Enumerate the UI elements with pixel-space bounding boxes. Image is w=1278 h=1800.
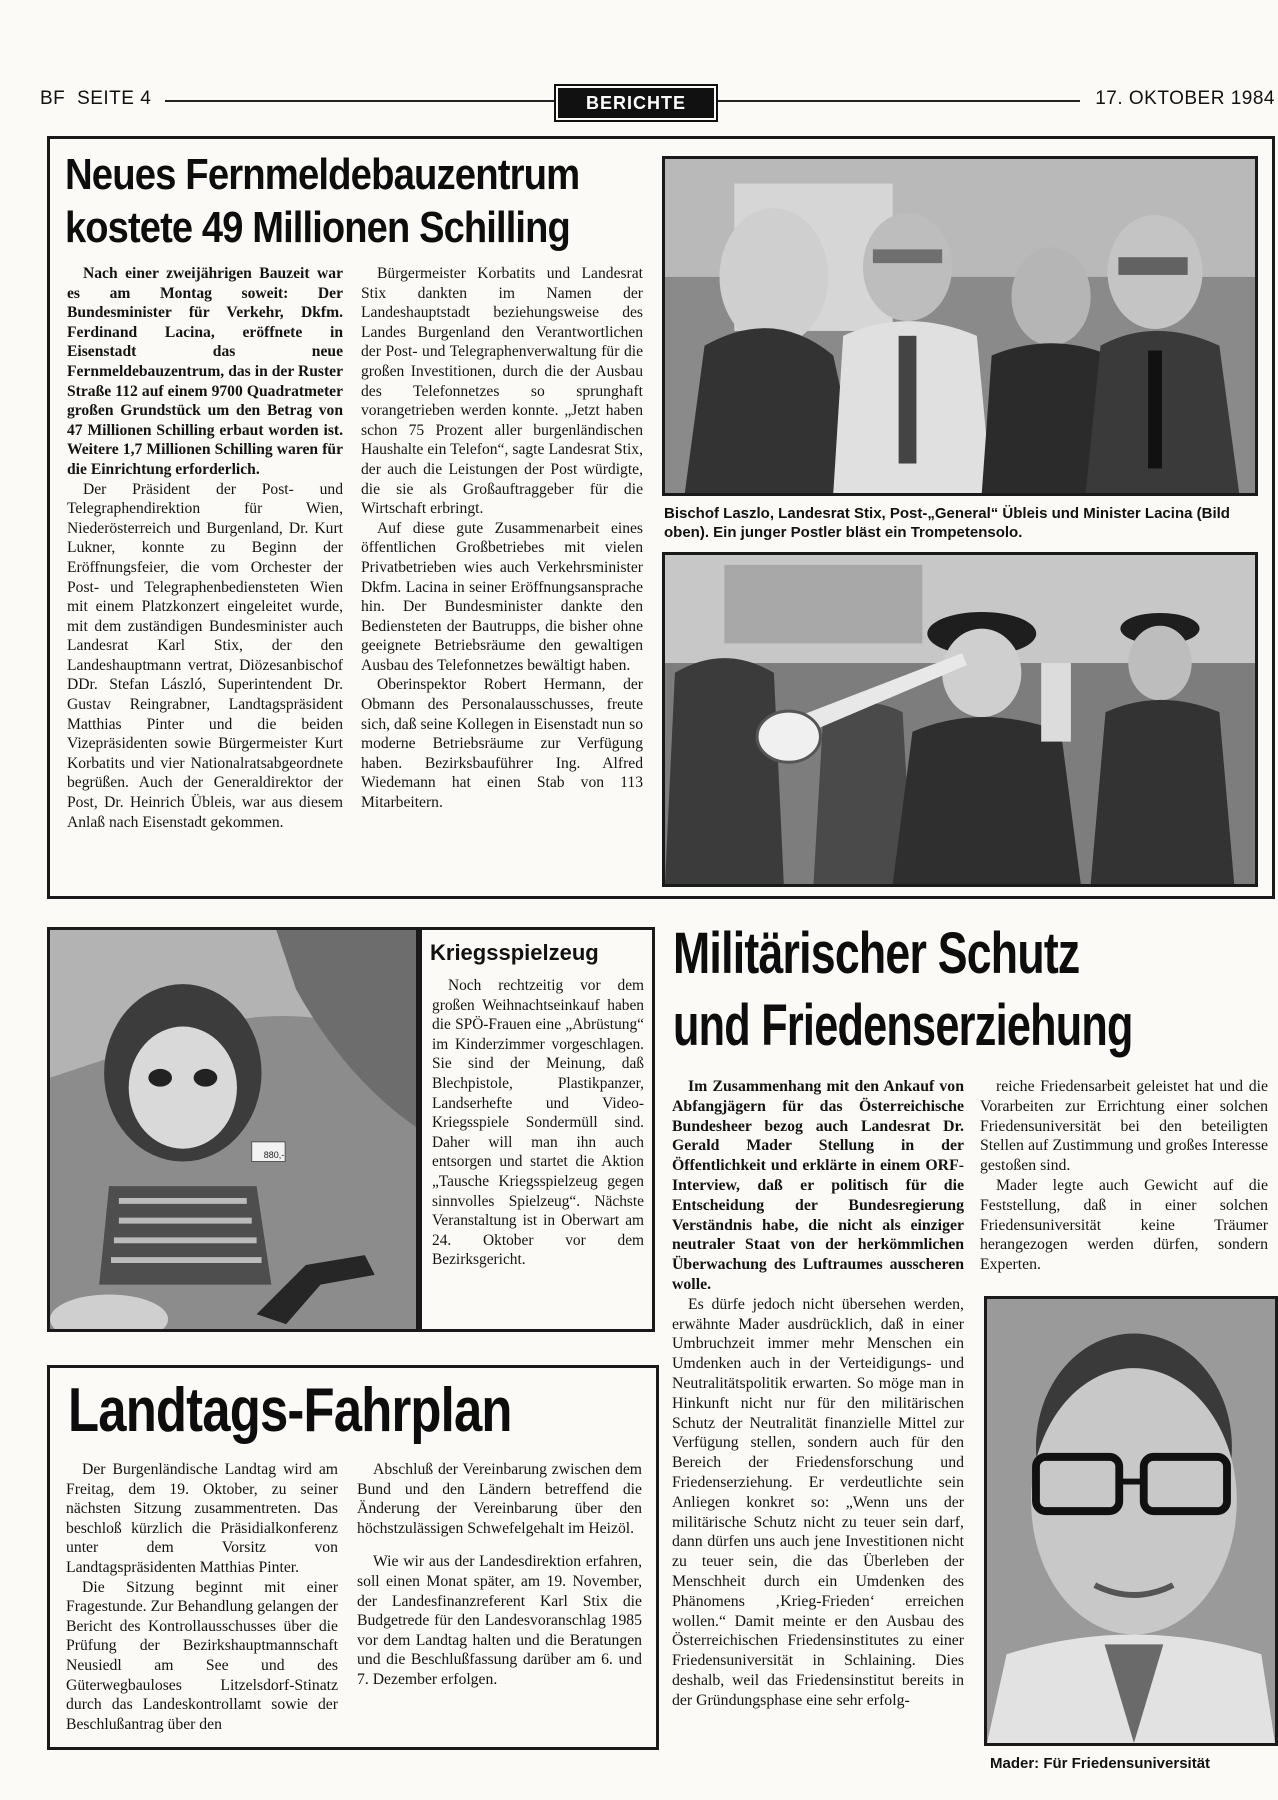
kriegsspielzeug-paragraph: Noch rechtzeitig vor dem großen Weihnachtseinkauf haben die SPÖ-Frauen eine „Abrüstung“ im Kinderzimmer vorgeschlagen. Sie sind der Meinung, daß Blechpistole, Plastikpanzer, Landserhefte und Video-Kriegsspiele Sondermüll sind. Daher will man ihn auch entsorgen und startet die Aktion „Tausche Kriegsspielzeug gegen sinnvolles Spielzeug“. Nächste Veranstaltung ist in Oberwart am 24. Oktober vor dem Bezirksgericht. xyxy=(432,977,644,1269)
officials-photo-image xyxy=(665,159,1255,493)
militaer-paragraph: Mader legte auch Gewicht auf die Feststellung, daß in einer solchen Friedensuniversität keine Träumer herangezogen werden dürfen, sondern Experten. xyxy=(980,1176,1268,1274)
mader-portrait-photo xyxy=(984,1296,1278,1746)
fernmelde-paragraph: Bürgermeister Korbatits und Landesrat Stix dankten im Namen der Landeshauptstadt beziehungsweise des Landes Burgenland den Verantwortlichen der Post- und Telegraphenverwaltung für die großen Investitionen, durch die der Ausbau des Telefonnetzes so sprunghaft vorangetrieben werden konnte. „Jetzt haben schon 75 Prozent aller burgenländischen Haushalte ein Telefon“, sagte Landesrat Stix, der auch die Leistungen der Post würdigte, die sie als Großauftraggeber für die Wirtschaft erbringt. xyxy=(361,265,643,518)
fernmelde-column-2 xyxy=(361,264,643,813)
trumpeter-photo xyxy=(662,552,1258,887)
kriegsspielzeug-headline: Kriegsspielzeug xyxy=(430,940,599,965)
landtag-headline: Landtags-Fahrplan xyxy=(68,1376,512,1445)
doll-price-tag: 880,- xyxy=(263,1150,285,1160)
landtag-paragraph: Wie wir aus der Landesdirektion erfahren, soll einen Monat später, am 19. November, der Landesfinanzreferent Karl Stix die Budgetrede für den Landesvoranschlag 1985 vor dem Landtag halten und die Beratungen und die Beschlußfassung darüber am 6. und 7. Dezember erfolgen. xyxy=(357,1553,642,1688)
kriegsspielzeug-column xyxy=(432,976,644,1270)
militaer-headline-line2: und Friedenserziehung xyxy=(673,993,1133,1058)
militaer-headline-line1: Militärischer Schutz xyxy=(673,921,1080,986)
fernmelde-paragraph: Der Präsident der Post- und Telegraphendirektion für Wien, Niederösterreich und Burgenland, Dr. Kurt Lukner, konnte zu Beginn der Eröffnungsfeier, die vom Orchester der Post- und Telegraphenbediensteten Wien mit einem Platzkonzert eingeleitet wurde, mit dem zuständigen Bundesminister auch Landesrat Karl Stix, der den Landeshauptmann vertrat, Diözesanbischof DDr. Stefan László, Superintendent Dr. Gustav Reingrabner, Landtagspräsident Matthias Pinter und die beiden Vizepräsidenten sowie Bürgermeister Kurt Korbatits und vier Nationalratsabgeordnete begrüßen. Auch der Generaldirektor der Post, Dr. Heinrich Übleis, war aus diesem Anlaß nach Eisenstadt gekommen. xyxy=(67,480,343,831)
landtag-paragraph: Die Sitzung beginnt mit einer Fragestunde. Zur Behandlung gelangen der Bericht des Kontrollausschusses über die Prüfung der Bezirkshauptmannschaft Neusiedl am See und des Güterwegbauloses Litzelsdorf-Stinatz durch das Landeskontrollamt sowie der Beschlußantrag über den xyxy=(66,1578,338,1733)
mader-photo-caption: Mader: Für Friedensuniversität xyxy=(990,1755,1211,1772)
section-tag: BERICHTE xyxy=(558,88,714,118)
militaer-paragraph: reiche Friedensarbeit geleistet hat und die Vorarbeiten zur Errichtung einer solchen Friedensuniversität bei den beteiligten Stellen auf Zustimmung und großes Interesse gestoßen sind. xyxy=(980,1078,1268,1175)
fernmelde-photo-caption: Bischof Laszlo, Landesrat Stix, Post-„General“ Übleis und Minister Lacina (Bild oben). Ein junger Postler bläst ein Trompetensolo. xyxy=(664,505,1230,541)
header-paper-page xyxy=(40,88,151,110)
toy-doll-photo-image xyxy=(50,930,416,1329)
landtag-column-1 xyxy=(66,1460,338,1734)
fernmelde-headline-line2: kostete 49 Millionen Schilling xyxy=(65,203,570,252)
header-date: 17. OKTOBER 1984 xyxy=(1095,88,1275,109)
officials-photo xyxy=(662,156,1258,496)
fernmelde-paragraph: Oberinspektor Robert Hermann, der Obmann des Personalausschusses, freute sich, daß seine Kollegen in Eisenstadt nun so moderne Betriebsräume zur Verfügung haben. Bezirksbauführer Ing. Alfred Wiedemann hat einen Stab von 113 Mitarbeitern. xyxy=(361,676,643,812)
militaer-lead-paragraph: Im Zusammenhang mit den Ankauf von Abfangjägern für das Österreichische Bundesheer bezog auch Landesrat Dr. Gerald Mader Stellung in der Öffentlichkeit und erklärte in einem ORF-Interview, daß er politisch für die Entscheidung der Bundesregierung Verständnis habe, die nicht als einziger neutraler Staat von der herkömmlichen Überwachung des Luftraumes ausscheren wolle. xyxy=(672,1078,964,1293)
landtag-paragraph: Abschluß der Vereinbarung zwischen dem Bund und den Ländern betreffend die Änderung der Vereinbarung über den höchstzulässigen Schwefelgehalt im Heizöl. xyxy=(357,1461,642,1537)
fernmelde-paragraph: Auf diese gute Zusammenarbeit eines öffentlichen Großbetriebes mit vielen Privatbetrieben wies auch Verkehrsminister Dkfm. Lacina in seiner Eröffnungsansprache hin. Der Bundesminister dankte den Bediensteten der Bautrupps, die bisher ohne geeignete Betriebsräume den gewaltigen Ausbau des Telefonnetzes bewältigt haben. xyxy=(361,519,643,674)
header-rule-left xyxy=(165,100,555,102)
header-rule-right xyxy=(718,100,1080,102)
toy-doll-photo xyxy=(47,927,419,1332)
militaer-column-1 xyxy=(672,1077,964,1711)
fernmelde-lead-paragraph: Nach einer zweijährigen Bauzeit war es am Montag soweit: Der Bundesminister für Verkehr, Dkfm. Ferdinand Lacina, eröffnete in Eisenstadt das neue Fernmeldebauzentrum, das in der Ruster Straße 112 auf einem 9700 Quadratmeter großen Grundstück um den Betrag von 47 Millionen Schilling erbaut worden ist. Weitere 1,7 Millionen Schilling waren für die Einrichtung erforderlich. xyxy=(67,265,343,478)
mader-portrait-image xyxy=(987,1299,1275,1743)
fernmelde-column-1 xyxy=(67,264,343,832)
fernmelde-headline-line1: Neues Fernmeldebauzentrum xyxy=(65,150,580,199)
page-number: SEITE 4 xyxy=(77,88,152,109)
landtag-column-2 xyxy=(357,1460,642,1690)
militaer-column-2 xyxy=(980,1077,1268,1275)
paper-name: BF xyxy=(40,88,66,109)
landtag-paragraph: Der Burgenländische Landtag wird am Freitag, dem 19. Oktober, zu seiner nächsten Sitzung zusammentreten. Das beschloß kürzlich die Präsidialkonferenz unter dem Vorsitz von Landtagspräsidenten Matthias Pinter. xyxy=(66,1461,338,1576)
militaer-paragraph: Es dürfe jedoch nicht übersehen werden, erwähnte Mader ausdrücklich, daß in einer Umbruchzeit immer mehr Menschen ein Umdenken auch in der Verteidigungs- und Neutralitätspolitik erwarten. So möge man in Hinkunft nicht nur für den militärischen Schutz der Neutralität finanzielle Mittel zur Verfügung stellen, sondern auch für den Bereich der Friedensforschung und Friedenserziehung. Er verdeutlichte sein Anliegen konkret so: „Wenn uns der militärische Schutz nicht zu teuer sein darf, dann dürfen uns auch jene Investitionen nicht zu teuer sein, die das Überleben der Menschheit durch ein Umdenken des Phänomens ‚Krieg-Frieden‘ erreichen wollen.“ Damit meinte er den Ausbau des Österreichischen Friedensinstitutes zu einer Friedensuniversität in Schlaining. Dies deshalb, weil das Friedensinstitut bereits in der Gründungsphase eine sehr erfolg- xyxy=(672,1295,964,1709)
trumpeter-photo-image xyxy=(665,555,1255,884)
